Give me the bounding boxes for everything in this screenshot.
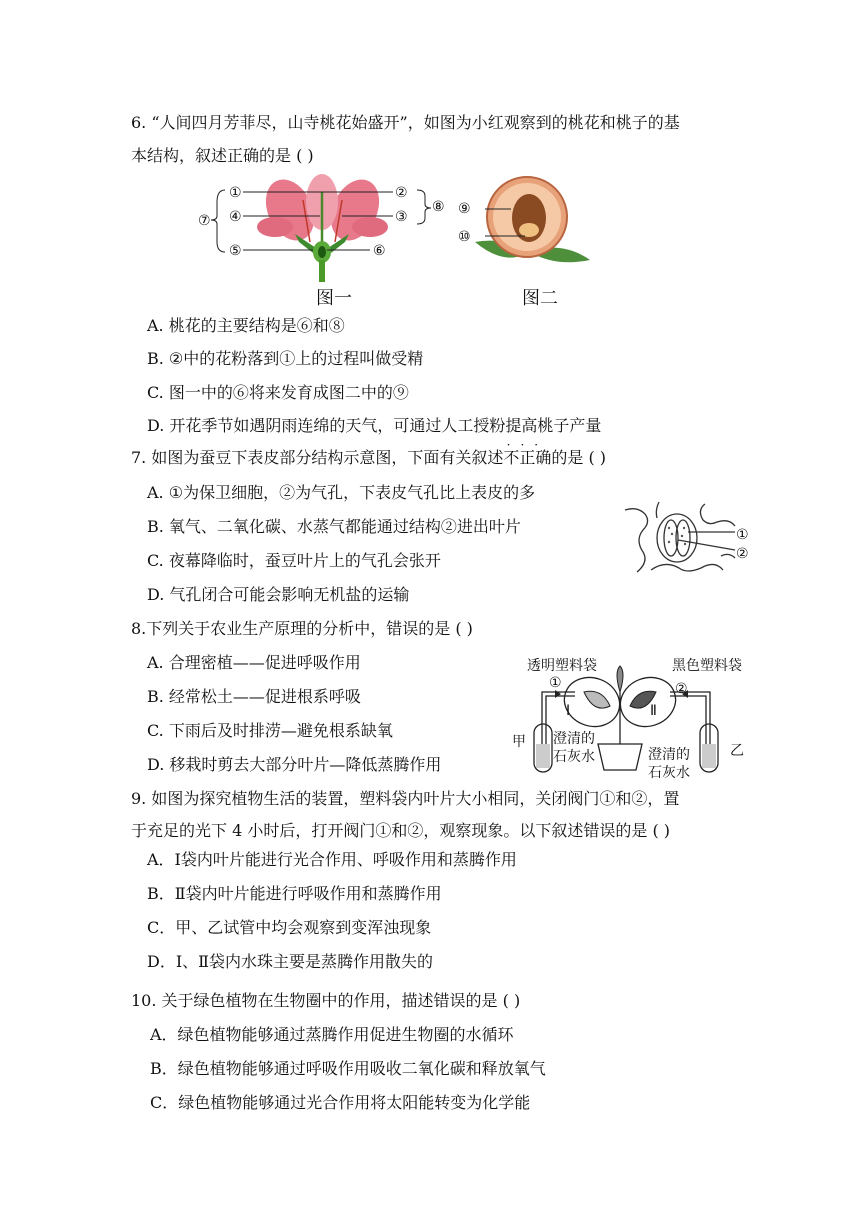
limewater-left-line2: 石灰水: [553, 749, 595, 765]
limewater-right-line1: 澄清的: [648, 747, 690, 763]
q8-option-c: C. 下雨后及时排涝—避免根系缺氧: [147, 721, 393, 740]
q6-option-d: D. 开花季节如遇阴雨连绵的天气，可通过人工授粉提高桃子产量: [147, 416, 602, 435]
q8-option-d: D. 移栽时剪去大部分叶片—降低蒸腾作用: [147, 755, 442, 774]
q7-marker-2: ②: [736, 546, 749, 562]
tube-a-label: 甲: [512, 734, 526, 750]
valve-2-label: ②: [675, 681, 688, 697]
q7-option-c: C. 夜幕降临时，蚕豆叶片上的气孔会张开: [147, 551, 441, 570]
bag-2-label: Ⅱ: [650, 703, 657, 719]
q9-option-d: D．Ⅰ、Ⅱ袋内水珠主要是蒸腾作用散失的: [147, 952, 434, 971]
limewater-left-line1: 澄清的: [553, 731, 595, 747]
q10-option-a: A．绿色植物能够通过蒸腾作用促进生物圈的水循环: [150, 1025, 514, 1044]
peach-fruit-diagram: [455, 172, 595, 272]
q10-option-b: B．绿色植物能够通过呼吸作用吸收二氧化碳和释放氧气: [150, 1059, 546, 1078]
figure2-caption: 图二: [522, 288, 558, 309]
marker-8: ⑧: [432, 199, 445, 215]
transparent-bag-label: 透明塑料袋: [527, 658, 597, 674]
q8-stem: 8.下列关于农业生产原理的分析中，错误的是 ( ): [131, 619, 473, 638]
q9-option-b: B．Ⅱ袋内叶片能进行呼吸作用和蒸腾作用: [147, 884, 442, 903]
q7-marker-1: ①: [736, 527, 749, 543]
q9-stem-line2: 于充足的光下 4 小时后，打开阀门①和②，观察现象。以下叙述错误的是 ( ): [131, 821, 671, 840]
q9-stem-line1: 9. 如图为探究植物生活的装置，塑料袋内叶片大小相同，关闭阀门①和②，置: [131, 789, 680, 808]
q7-stem-post: 的是 ( ): [551, 448, 607, 467]
q6-stem-line1: 6. “人间四月芳菲尽，山寺桃花始盛开”，如图为小红观察到的桃花和桃子的基: [131, 113, 680, 132]
q8-option-a: A. 合理密植——促进呼吸作用: [147, 653, 361, 672]
q10-option-c: C．绿色植物能够通过光合作用将太阳能转变为化学能: [150, 1093, 531, 1112]
limewater-right-line2: 石灰水: [648, 765, 690, 781]
stomata-diagram: [625, 500, 735, 580]
q7-option-b: B. 氧气、二氧化碳、水蒸气都能通过结构②进出叶片: [147, 517, 521, 536]
marker-2: ②: [395, 185, 408, 201]
q8-option-b: B. 经常松土——促进根系呼吸: [147, 687, 361, 706]
q6-option-a: A. 桃花的主要结构是⑥和⑧: [147, 316, 345, 335]
black-bag-label: 黑色塑料袋: [672, 658, 742, 674]
q7-stem: [131, 438, 607, 469]
marker-6: ⑥: [373, 243, 386, 259]
q10-stem: 10. 关于绿色植物在生物圈中的作用，描述错误的是 ( ): [131, 991, 521, 1010]
q7-option-d: D. 气孔闭合可能会影响无机盐的运输: [147, 585, 410, 604]
q7-option-a: A. ①为保卫细胞，②为气孔，下表皮气孔比上表皮的多: [147, 483, 536, 502]
marker-3: ③: [395, 209, 408, 225]
marker-5: ⑤: [229, 243, 242, 259]
marker-7: ⑦: [198, 213, 211, 229]
marker-9: ⑨: [458, 201, 471, 217]
bag-1-label: Ⅰ: [566, 703, 571, 719]
marker-1: ①: [229, 185, 242, 201]
valve-1-label: ①: [549, 675, 562, 691]
q6-option-c: C. 图一中的⑥将来发育成图二中的⑨: [147, 383, 409, 402]
q6-option-b: B. ②中的花粉落到①上的过程叫做受精: [147, 349, 424, 368]
figure1-caption: 图一: [316, 288, 352, 309]
tube-b-label: 乙: [730, 743, 744, 759]
q9-option-c: C．甲、乙试管中均会观察到变浑浊现象: [147, 918, 432, 937]
q7-stem-pre: 7. 如图为蚕豆下表皮部分结构示意图，下面有关叙述: [131, 448, 504, 467]
q9-option-a: A．Ⅰ袋内叶片能进行光合作用、呼吸作用和蒸腾作用: [147, 850, 517, 869]
q6-stem-line2: 本结构，叙述正确的是 ( ): [131, 146, 314, 165]
q7-emphasis: ··· 不正确: [503, 438, 552, 467]
marker-10: ⑩: [458, 229, 471, 245]
marker-4: ④: [229, 209, 242, 225]
